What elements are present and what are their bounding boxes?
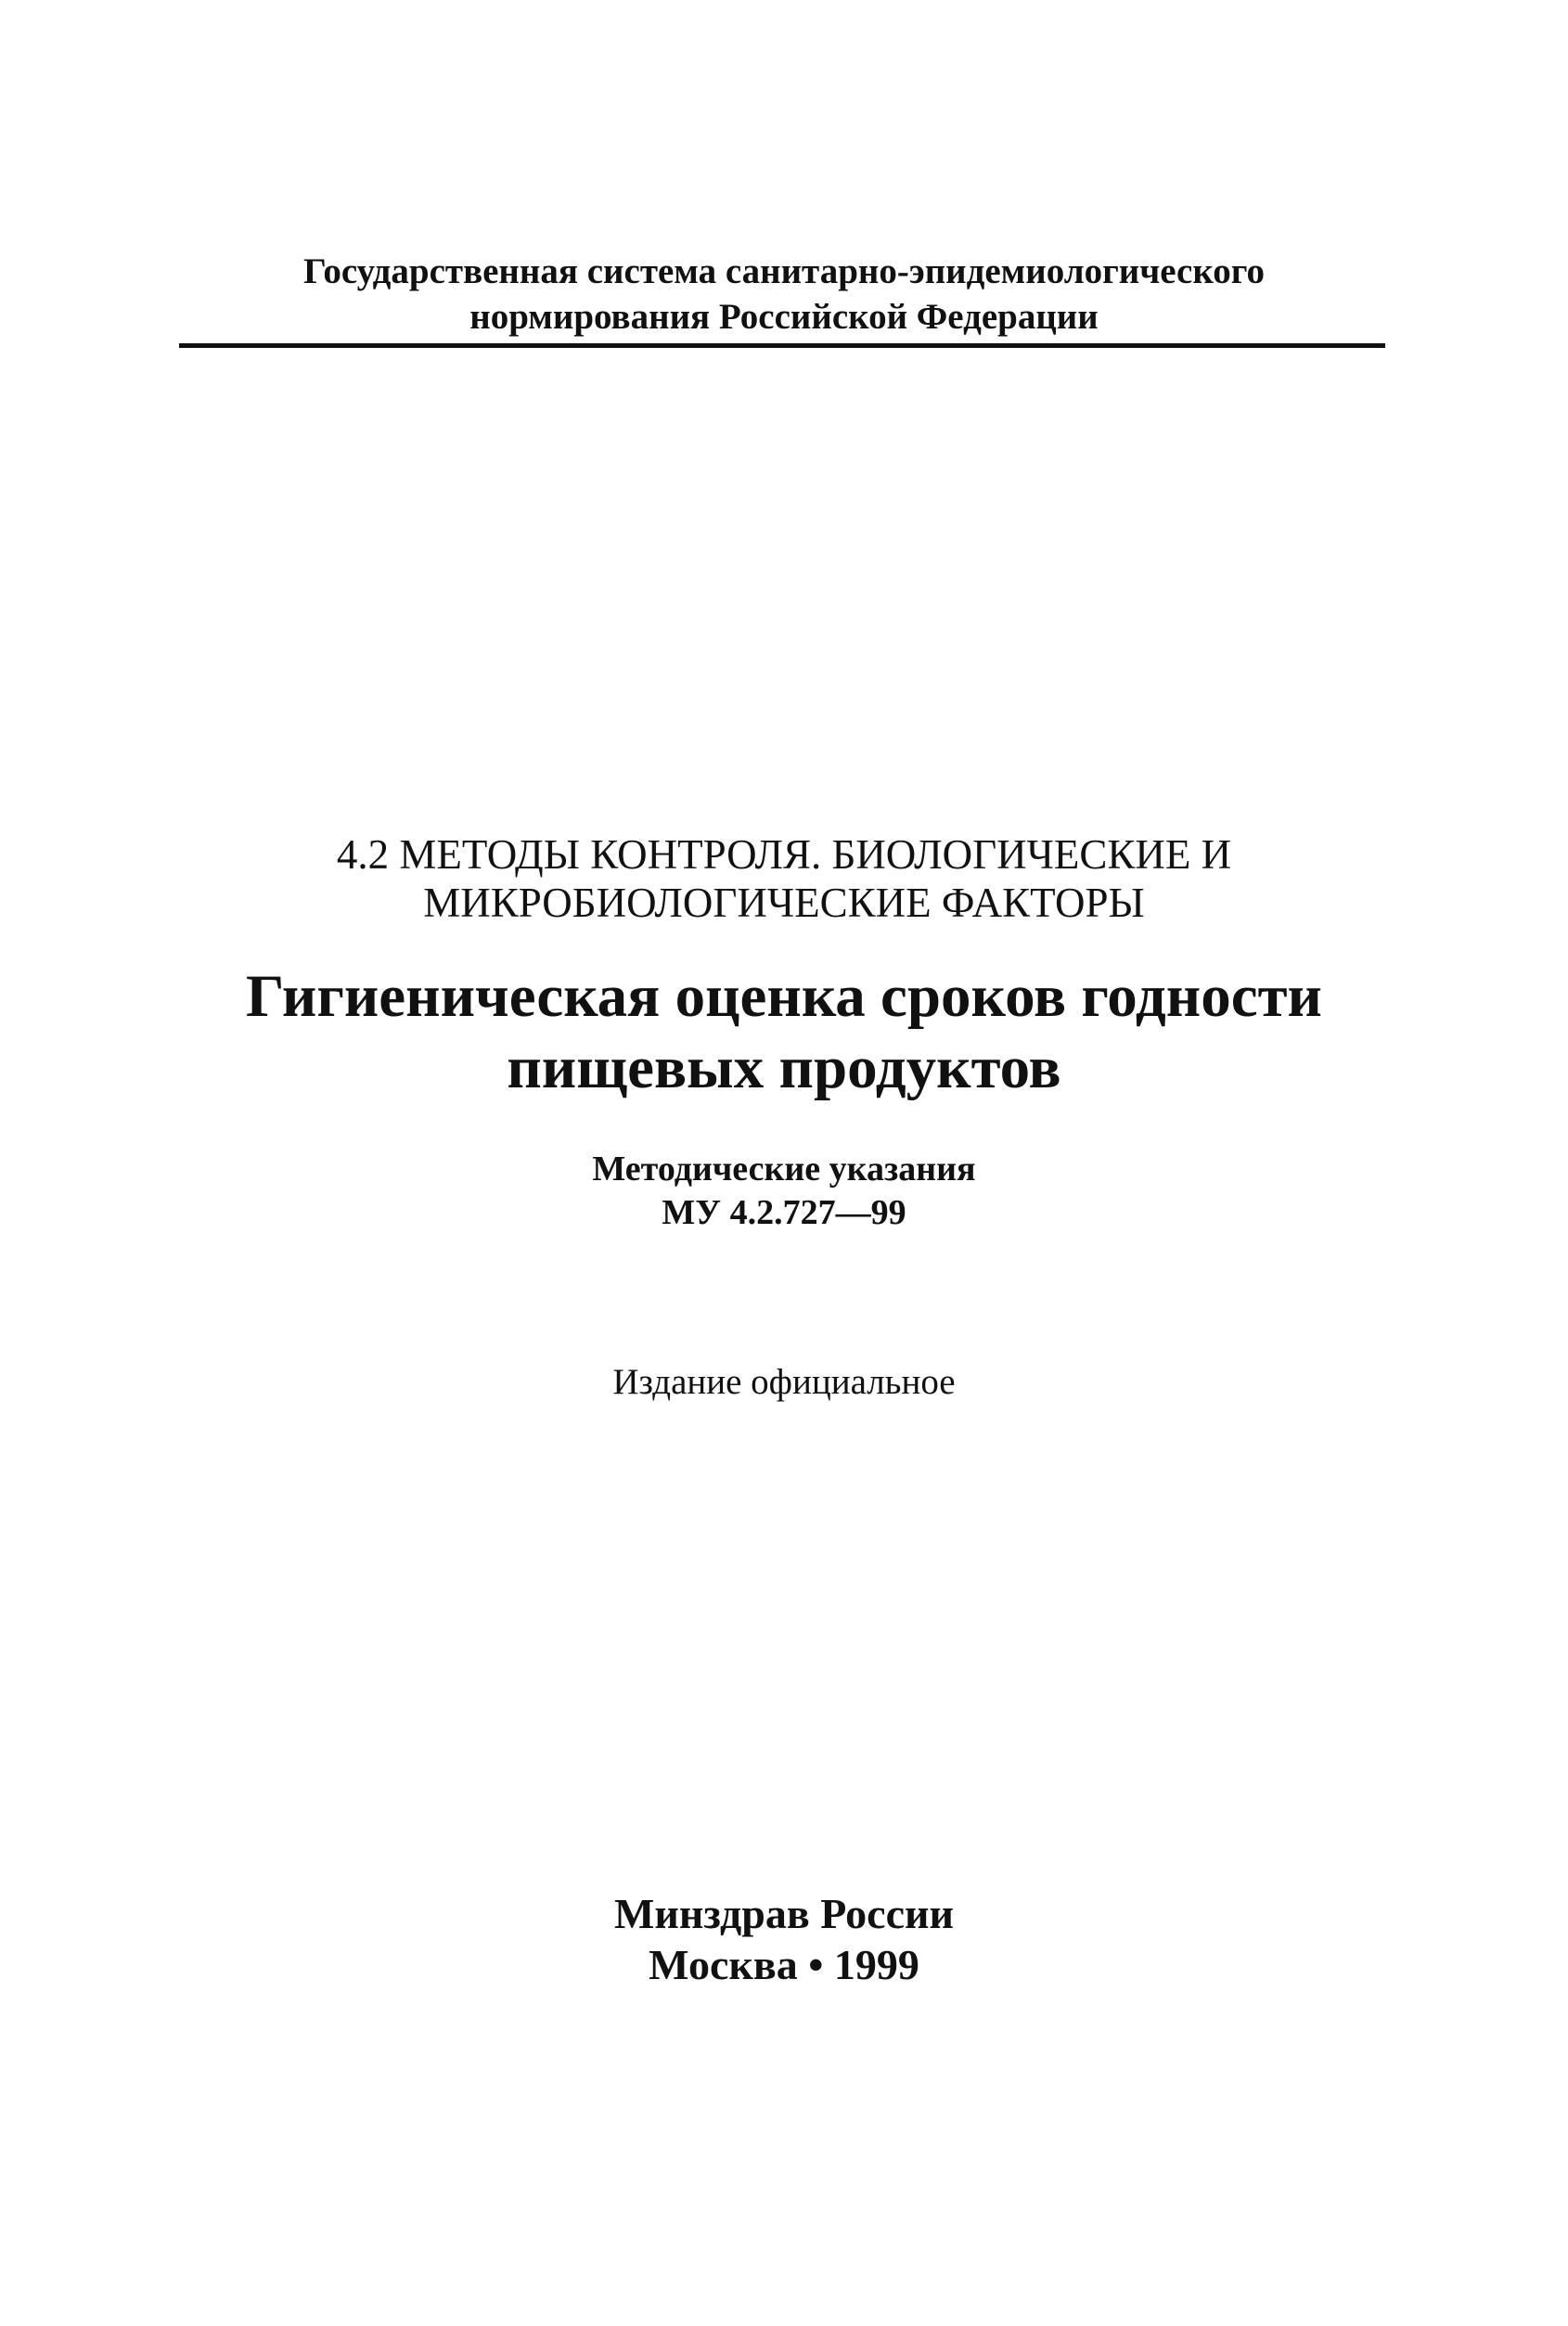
title-line-1: Гигиеническая оценка сроков годности bbox=[246, 963, 1322, 1030]
publisher-block bbox=[176, 1888, 1392, 1990]
document-title bbox=[176, 961, 1392, 1104]
series-line-1: 4.2 МЕТОДЫ КОНТРОЛЯ. БИОЛОГИЧЕСКИЕ И bbox=[336, 831, 1232, 878]
document-code: МУ 4.2.727—99 bbox=[662, 1193, 906, 1232]
header-line-2: нормирования Российской Федерации bbox=[469, 297, 1099, 337]
header-block bbox=[176, 249, 1392, 340]
title-line-2: пищевых продуктов bbox=[507, 1034, 1061, 1101]
edition-text: Издание официальное bbox=[612, 1362, 956, 1402]
document-type: Методические указания bbox=[592, 1150, 976, 1189]
header-divider bbox=[179, 343, 1385, 348]
publisher-place-year: Москва • 1999 bbox=[649, 1941, 919, 1988]
edition-label bbox=[176, 1360, 1392, 1405]
header-line-1: Государственная система санитарно-эпидемиологического bbox=[302, 251, 1266, 291]
series-block bbox=[176, 830, 1392, 927]
series-line-2: МИКРОБИОЛОГИЧЕСКИЕ ФАКТОРЫ bbox=[423, 880, 1145, 926]
publisher-name: Минздрав России bbox=[613, 1890, 955, 1937]
document-type-block bbox=[176, 1148, 1392, 1235]
